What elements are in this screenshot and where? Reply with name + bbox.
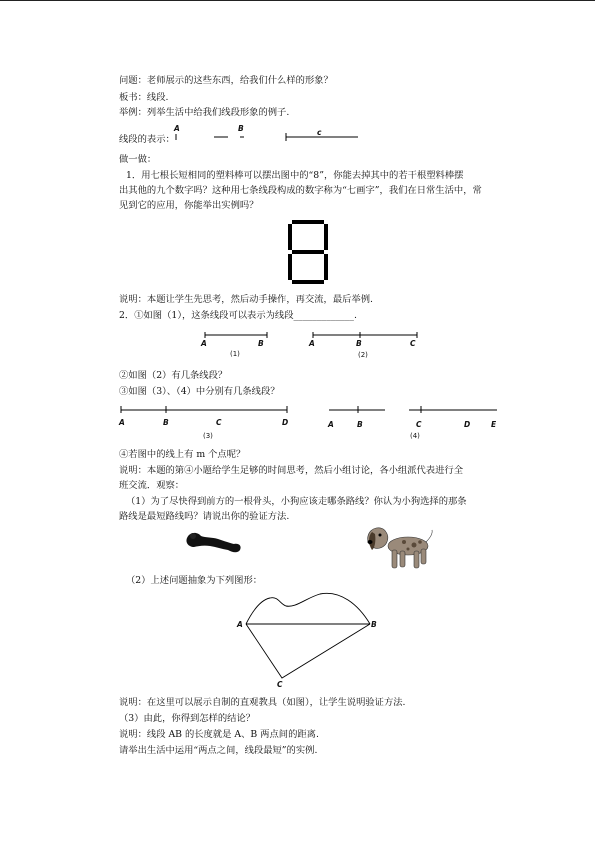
- diagram-label-c: C: [277, 680, 283, 689]
- explanation-1: 说明：本题让学生先思考，然后动手操作，再交流，最后举例.: [119, 294, 373, 305]
- fig1-caption: (1): [230, 350, 240, 358]
- question-4: ④若图中的线上有 m 个点呢？: [119, 449, 246, 460]
- explanation-2-line2: 班交流．观察：: [119, 480, 185, 491]
- broken-path: [246, 624, 370, 678]
- try-it-heading: 做一做：: [119, 154, 157, 165]
- question-line: 问题：老师展示的这些东西，给我们什么样的形象？: [119, 75, 333, 86]
- fig1-label-a: A: [201, 339, 207, 348]
- explanation-3: 说明：在这里可以展示自制的直观教具（如图），让学生说明验证方法.: [119, 697, 406, 708]
- curved-path: [246, 593, 370, 624]
- fig3-caption: (3): [203, 432, 213, 440]
- bone-image: [184, 528, 244, 558]
- fig4-label-c: C: [416, 420, 422, 429]
- fig2-label-c: C: [410, 339, 416, 348]
- fig3-label-d: D: [282, 418, 289, 427]
- path-diagram: [240, 590, 380, 682]
- label-c-notation: c: [317, 128, 322, 137]
- problem1-line2: 出其他的九个数字吗？这种用七条线段构成的数字称为“七画字”，我们在日常生活中，常: [119, 185, 482, 196]
- explanation-4: 说明：线段 AB 的长度就是 A、B 两点间的距离.: [119, 729, 319, 740]
- diagram-label-a: A: [237, 620, 243, 629]
- diagram-label-b: B: [371, 620, 377, 629]
- label-b-notation: B: [238, 124, 244, 133]
- observation-1-line2: 路线是最短路线吗？请说出你的验证方法.: [119, 511, 290, 522]
- example-line: 举例：列举生活中给我们线段形象的例子.: [119, 107, 290, 118]
- figure-3-4-segments: [115, 400, 505, 420]
- segment-notation-label: 线段的表示：: [119, 134, 175, 145]
- problem1-line1: 1．用七根长短相同的塑料棒可以摆出图中的“8”，你能去掉其中的若干根塑料棒摆: [126, 170, 464, 181]
- dog-image: [362, 522, 434, 574]
- blackboard-line: 板书：线段.: [119, 92, 169, 103]
- problem2-line: 2．①如图（1），这条线段可以表示为线段_____________.: [119, 310, 357, 321]
- fig2-label-a: A: [309, 339, 315, 348]
- fig3-label-c: C: [216, 418, 222, 427]
- fig4-label-a: A: [328, 420, 334, 429]
- fig4-label-d: D: [464, 420, 471, 429]
- problem1-line3: 见到它的应用，你能举出实例吗？: [119, 200, 259, 211]
- fig4-label-b: B: [357, 420, 363, 429]
- question-3: ③如图（3）、（4）中分别有几条线段？: [119, 386, 280, 397]
- fig4-label-e: E: [491, 420, 497, 429]
- fig4-caption: (4): [410, 432, 420, 440]
- fig2-label-b: B: [356, 339, 362, 348]
- observation-3: （3）由此，你得到怎样的结论？: [119, 713, 256, 724]
- fig3-label-a: A: [119, 418, 125, 427]
- fig1-label-b: B: [258, 339, 264, 348]
- segment-notation-figure: [170, 122, 370, 152]
- page-top-rule: [0, 0, 595, 1]
- explanation-2-line1: 说明：本题的第④小题给学生足够的时间思考，然后小组讨论，各小组派代表进行全: [119, 465, 463, 476]
- fig3-label-b: B: [163, 418, 169, 427]
- observation-2: （2）上述问题抽象为下列图形：: [126, 575, 263, 586]
- seven-segment-eight-figure: [287, 220, 331, 284]
- observation-1-line1: （1）为了尽快得到前方的一根骨头，小狗应该走哪条路线？你认为小狗选择的那条: [126, 496, 467, 507]
- final-prompt: 请举出生活中运用“两点之间，线段最短”的实例.: [119, 745, 318, 756]
- fig2-caption: (2): [358, 351, 368, 359]
- question-2: ②如图（2）有几条线段？: [119, 370, 228, 381]
- label-a-notation: A: [174, 124, 180, 133]
